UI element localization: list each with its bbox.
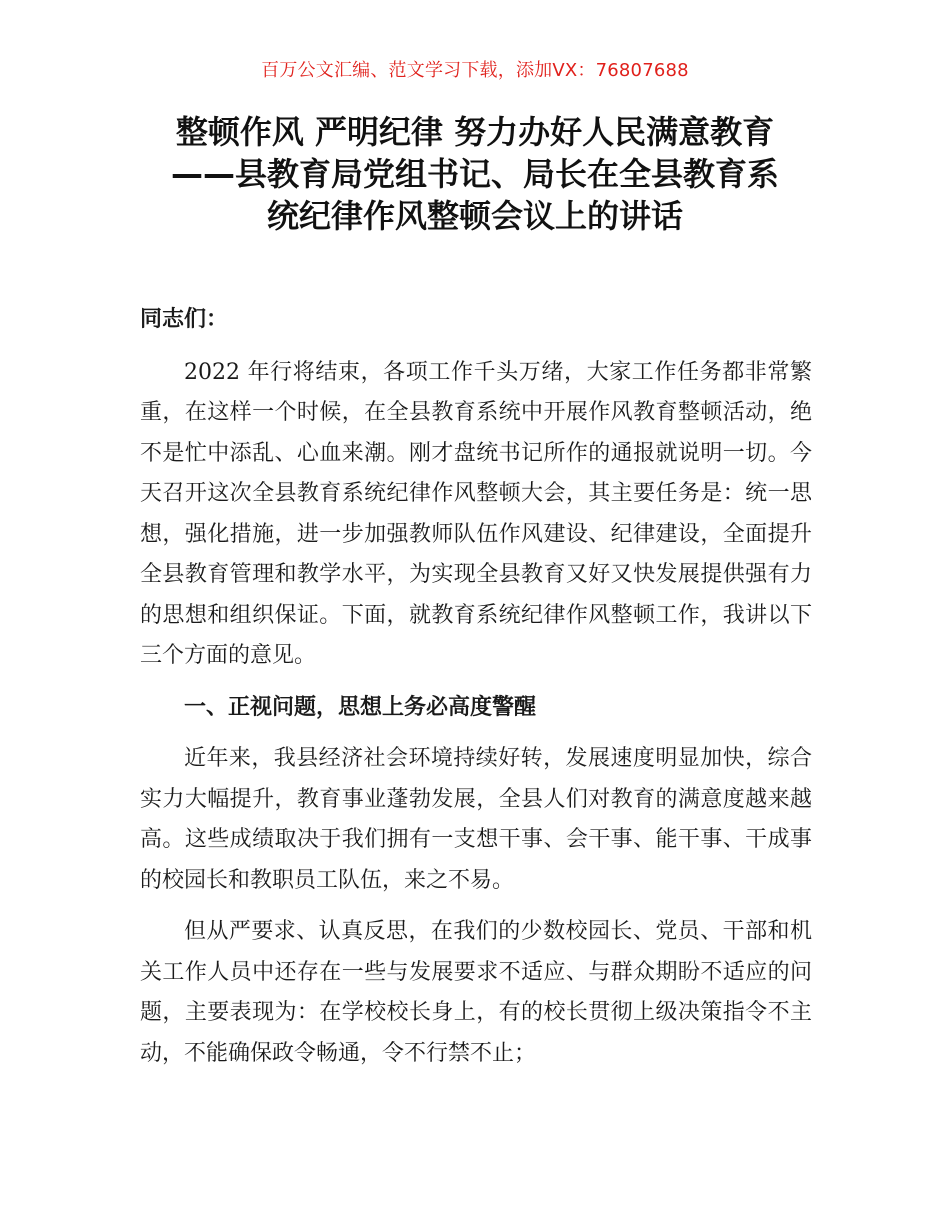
paragraph-achievements: 近年来，我县经济社会环境持续好转，发展速度明显加快，综合实力大幅提升，教育事业蓬勃发展，全县人们对教育的满意度越来越高。这些成绩取决于我们拥有一支想干事、会干事、能干事、干成事的校园长和教职员工队伍，来之不易。 <box>140 746 812 893</box>
header-ad-banner: 百万公文汇编、范文学习下载，添加VX：76807688 <box>261 60 689 81</box>
title-line-3: 统纪律作风整顿会议上的讲话 <box>266 197 683 235</box>
paragraph-problems: 但从严要求、认真反思，在我们的少数校园长、党员、干部和机关工作人员中还存在一些与发展要求不适应、与群众期盼不适应的问题，主要表现为：在学校校长身上，有的校长贯彻上级决策指令不主动，不能确保政令畅通，令不行禁不止； <box>140 919 812 1066</box>
paragraph-intro: 2022 年行将结束，各项工作千头万绪，大家工作任务都非常繁重，在这样一个时候，在全县教育系统中开展作风教育整顿活动，绝不是忙中添乱、心血来潮。刚才盘统书记所作的通报就说明一切。今天召开这次全县教育系统纪律作风整顿大会，其主要任务是：统一思想，强化措施，进一步加强教师队伍作风建设、纪律建设，全面提升全县教育管理和教学水平，为实现全县教育又好又快发展提供强有力的思想和组织保证。下面，就教育系统纪律作风整顿工作，我讲以下三个方面的意见。 <box>140 359 812 668</box>
document-title <box>130 111 820 237</box>
document-body <box>140 300 812 1085</box>
title-line-2: ——县教育局党组书记、局长在全县教育系 <box>170 155 779 193</box>
title-line-1: 整顿作风 严明纪律 努力办好人民满意教育 <box>175 113 775 151</box>
section-heading: 一、正视问题，思想上务必高度警醒 <box>184 694 537 720</box>
salutation: 同志们： <box>140 307 229 332</box>
